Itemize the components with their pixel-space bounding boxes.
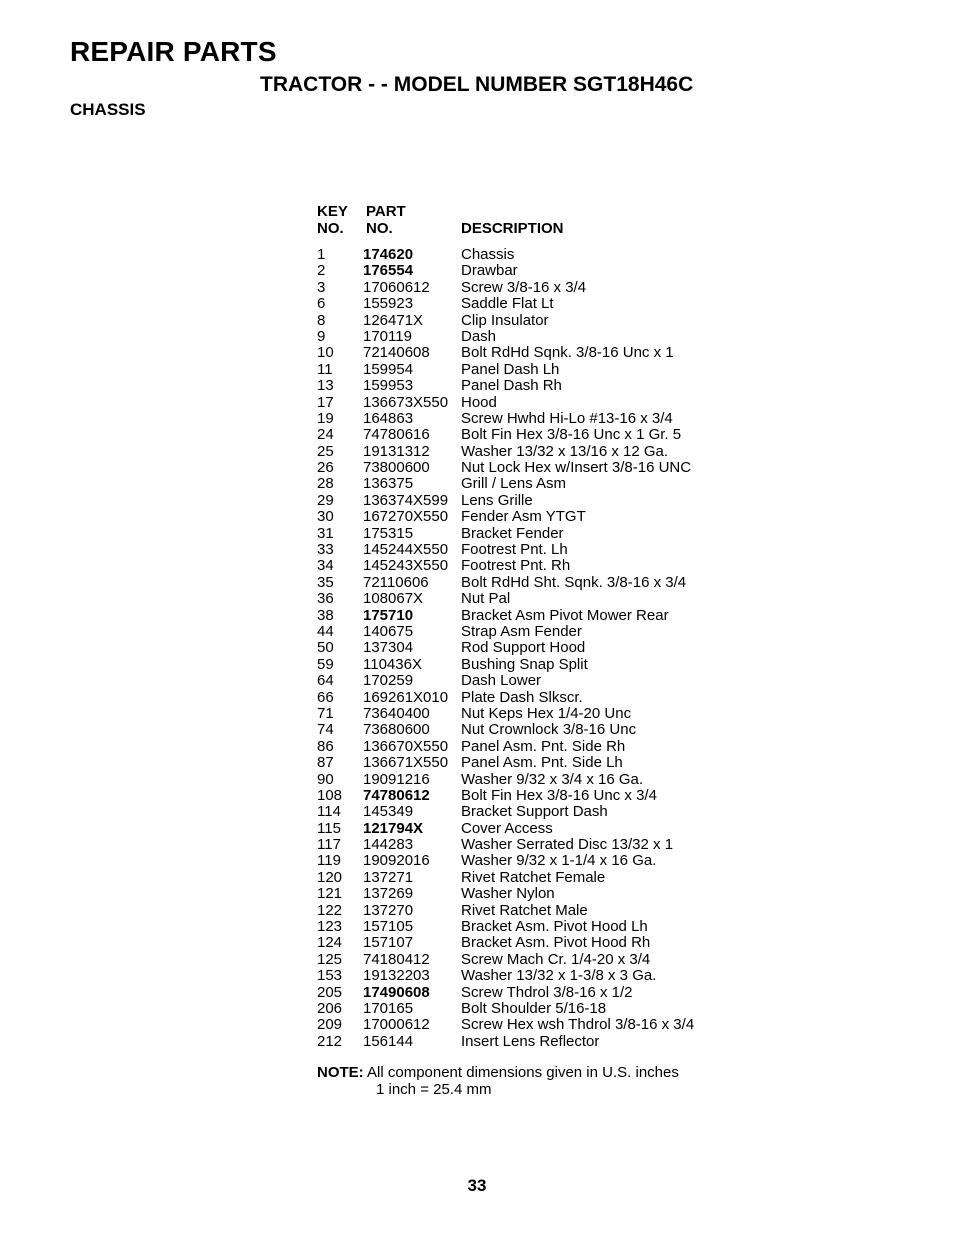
header-description: DESCRIPTION	[461, 220, 564, 237]
table-row	[317, 509, 737, 525]
table-row	[317, 591, 737, 607]
key-no-cell: 26	[317, 459, 334, 477]
table-row	[317, 378, 737, 394]
description-cell: Grill / Lens Asm	[461, 475, 567, 493]
description-cell: Washer 9/32 x 3/4 x 16 Ga.	[461, 770, 644, 788]
description-cell: Nut Keps Hex 1/4-20 Unc	[461, 704, 632, 722]
part-no-cell: 145244X550	[363, 541, 449, 559]
header-key-no	[317, 203, 348, 237]
description-cell: Panel Asm. Pnt. Side Lh	[461, 754, 623, 772]
table-row	[317, 263, 737, 279]
key-no-cell: 34	[317, 557, 334, 575]
key-no-cell: 153	[317, 967, 343, 985]
part-no-cell: 175315	[363, 524, 414, 542]
table-row	[317, 542, 737, 558]
part-no-cell: 72140608	[363, 344, 430, 362]
header-part-line1: PART	[366, 203, 406, 220]
part-no-cell: 74780616	[363, 426, 430, 444]
description-cell: Bushing Snap Split	[461, 655, 588, 673]
table-row	[317, 608, 737, 624]
table-row	[317, 427, 737, 443]
key-no-cell: 36	[317, 590, 334, 608]
description-cell: Bolt Shoulder 5/16-18	[461, 999, 607, 1017]
table-row	[317, 526, 737, 542]
key-no-cell: 25	[317, 442, 334, 460]
part-no-cell: 167270X550	[363, 508, 449, 526]
part-no-cell: 137304	[363, 639, 414, 657]
part-no-cell: 157107	[363, 934, 414, 952]
table-row	[317, 755, 737, 771]
part-no-cell: 19132203	[363, 967, 430, 985]
part-no-cell: 157105	[363, 918, 414, 936]
part-no-cell: 136671X550	[363, 754, 449, 772]
key-no-cell: 19	[317, 409, 334, 427]
key-no-cell: 209	[317, 1016, 343, 1034]
description-cell: Dash	[461, 327, 497, 345]
part-no-cell: 136375	[363, 475, 414, 493]
table-row	[317, 1034, 737, 1050]
description-cell: Strap Asm Fender	[461, 622, 582, 640]
description-cell: Panel Dash Lh	[461, 360, 560, 378]
key-no-cell: 108	[317, 786, 343, 804]
table-row	[317, 952, 737, 968]
model-subtitle: TRACTOR - - MODEL NUMBER SGT18H46C	[260, 73, 694, 96]
key-no-cell: 44	[317, 622, 334, 640]
description-cell: Footrest Pnt. Lh	[461, 541, 568, 559]
table-row	[317, 935, 737, 951]
description-cell: Rivet Ratchet Female	[461, 868, 606, 886]
table-row	[317, 903, 737, 919]
key-no-cell: 35	[317, 573, 334, 591]
part-no-cell: 137271	[363, 868, 414, 886]
header-part-line2: NO.	[366, 220, 393, 237]
key-no-cell: 212	[317, 1032, 343, 1050]
header-key-line2: NO.	[317, 220, 344, 237]
part-no-cell: 136374X599	[363, 491, 449, 509]
key-no-cell: 28	[317, 475, 334, 493]
dimension-note	[317, 1064, 679, 1098]
description-cell: Bracket Fender	[461, 524, 564, 542]
key-no-cell: 13	[317, 377, 334, 395]
description-cell: Screw Thdrol 3/8-16 x 1/2	[461, 983, 633, 1001]
table-row	[317, 280, 737, 296]
key-no-cell: 66	[317, 688, 334, 706]
part-no-cell: 169261X010	[363, 688, 449, 706]
key-no-cell: 11	[317, 360, 333, 378]
description-cell: Washer 13/32 x 1-3/8 x 3 Ga.	[461, 967, 657, 985]
section-heading: CHASSIS	[70, 100, 146, 119]
key-no-cell: 2	[317, 262, 326, 280]
key-no-cell: 50	[317, 639, 334, 657]
table-row	[317, 739, 737, 755]
note-line1: All component dimensions given in U.S. inches	[367, 1064, 679, 1081]
part-no-cell: 144283	[363, 836, 414, 854]
key-no-cell: 3	[317, 278, 326, 296]
description-cell: Dash Lower	[461, 672, 542, 690]
table-row	[317, 821, 737, 837]
part-no-cell: 110436X	[363, 655, 422, 673]
part-no-cell: 108067X	[363, 590, 424, 608]
table-row	[317, 722, 737, 738]
description-cell: Bolt RdHd Sht. Sqnk. 3/8-16 x 3/4	[461, 573, 687, 591]
key-no-cell: 124	[317, 934, 343, 952]
description-cell: Nut Lock Hex w/Insert 3/8-16 UNC	[461, 459, 692, 477]
key-no-cell: 64	[317, 672, 334, 690]
table-row	[317, 837, 737, 853]
table-row	[317, 919, 737, 935]
part-no-cell: 159954	[363, 360, 414, 378]
table-row	[317, 476, 737, 492]
key-no-cell: 17	[317, 393, 334, 411]
description-cell: Panel Dash Rh	[461, 377, 562, 395]
description-cell: Screw Hwhd Hi-Lo #13-16 x 3/4	[461, 409, 673, 427]
key-no-cell: 120	[317, 868, 343, 886]
description-cell: Plate Dash Slkscr.	[461, 688, 583, 706]
key-no-cell: 33	[317, 541, 334, 559]
table-row	[317, 395, 737, 411]
part-no-cell: 136673X550	[363, 393, 449, 411]
key-no-cell: 114	[317, 803, 341, 821]
table-row	[317, 575, 737, 591]
table-row	[317, 247, 737, 263]
description-cell: Bracket Support Dash	[461, 803, 608, 821]
part-no-cell: 155923	[363, 295, 414, 313]
table-row	[317, 870, 737, 886]
part-no-cell: 73640400	[363, 704, 430, 722]
part-no-cell: 74180412	[363, 950, 430, 968]
key-no-cell: 122	[317, 901, 343, 919]
key-no-cell: 117	[317, 836, 341, 854]
table-row	[317, 1001, 737, 1017]
key-no-cell: 205	[317, 983, 343, 1001]
key-no-cell: 125	[317, 950, 343, 968]
description-cell: Drawbar	[461, 262, 518, 280]
table-row	[317, 329, 737, 345]
key-no-cell: 74	[317, 721, 334, 739]
key-no-cell: 8	[317, 311, 326, 329]
note-label: NOTE:	[317, 1064, 364, 1081]
description-cell: Rivet Ratchet Male	[461, 901, 588, 919]
part-no-cell: 17000612	[363, 1016, 430, 1034]
description-cell: Lens Grille	[461, 491, 533, 509]
part-no-cell: 73680600	[363, 721, 430, 739]
part-no-cell: 137270	[363, 901, 414, 919]
key-no-cell: 119	[317, 852, 341, 870]
table-row	[317, 690, 737, 706]
part-no-cell: 170165	[363, 999, 414, 1017]
key-no-cell: 6	[317, 295, 326, 313]
key-no-cell: 90	[317, 770, 334, 788]
table-row	[317, 706, 737, 722]
part-no-cell: 164863	[363, 409, 414, 427]
description-cell: Bracket Asm Pivot Mower Rear	[461, 606, 669, 624]
description-cell: Bolt Fin Hex 3/8-16 Unc x 3/4	[461, 786, 657, 804]
description-cell: Screw Mach Cr. 1/4-20 x 3/4	[461, 950, 651, 968]
table-row	[317, 886, 737, 902]
description-cell: Rod Support Hood	[461, 639, 586, 657]
table-row	[317, 1017, 737, 1033]
part-no-cell: 174620	[363, 246, 414, 263]
description-cell: Bolt RdHd Sqnk. 3/8-16 Unc x 1	[461, 344, 674, 362]
part-no-cell: 175710	[363, 606, 414, 624]
description-cell: Screw 3/8-16 x 3/4	[461, 278, 587, 296]
part-no-cell: 19092016	[363, 852, 430, 870]
part-no-cell: 159953	[363, 377, 414, 395]
part-no-cell: 136670X550	[363, 737, 449, 755]
description-cell: Washer 9/32 x 1-1/4 x 16 Ga.	[461, 852, 657, 870]
part-no-cell: 140675	[363, 622, 414, 640]
part-no-cell: 17060612	[363, 278, 430, 296]
table-row	[317, 772, 737, 788]
header-part-no	[366, 203, 406, 237]
table-row	[317, 657, 737, 673]
table-row	[317, 804, 737, 820]
key-no-cell: 71	[317, 704, 334, 722]
key-no-cell: 29	[317, 491, 334, 509]
table-row	[317, 444, 737, 460]
table-row	[317, 362, 737, 378]
key-no-cell: 10	[317, 344, 334, 362]
key-no-cell: 121	[317, 885, 343, 903]
description-cell: Panel Asm. Pnt. Side Rh	[461, 737, 626, 755]
table-row	[317, 411, 737, 427]
page-title: REPAIR PARTS	[70, 36, 277, 67]
part-no-cell: 19131312	[363, 442, 430, 460]
table-row	[317, 968, 737, 984]
table-row	[317, 558, 737, 574]
key-no-cell: 87	[317, 754, 334, 772]
description-cell: Clip Insulator	[461, 311, 549, 329]
table-row	[317, 985, 737, 1001]
note-line2: 1 inch = 25.4 mm	[376, 1080, 492, 1098]
description-cell: Hood	[461, 393, 497, 411]
description-cell: Cover Access	[461, 819, 553, 837]
part-no-cell: 74780612	[363, 786, 430, 804]
part-no-cell: 72110606	[363, 573, 429, 591]
table-row	[317, 624, 737, 640]
description-cell: Nut Crownlock 3/8-16 Unc	[461, 721, 637, 739]
part-no-cell: 17490608	[363, 983, 430, 1001]
page-number: 33	[467, 1176, 487, 1195]
key-no-cell: 1	[317, 246, 326, 263]
key-no-cell: 9	[317, 327, 326, 345]
key-no-cell: 59	[317, 655, 334, 673]
description-cell: Fender Asm YTGT	[461, 508, 586, 526]
part-no-cell: 19091216	[363, 770, 430, 788]
description-cell: Insert Lens Reflector	[461, 1032, 600, 1050]
description-cell: Washer Serrated Disc 13/32 x 1	[461, 836, 674, 854]
description-cell: Bracket Asm. Pivot Hood Lh	[461, 918, 648, 936]
description-cell: Saddle Flat Lt	[461, 295, 554, 313]
parts-list	[317, 247, 737, 1050]
description-cell: Nut Pal	[461, 590, 511, 608]
description-cell: Washer Nylon	[461, 885, 555, 903]
key-no-cell: 123	[317, 918, 343, 936]
key-no-cell: 206	[317, 999, 343, 1017]
part-no-cell: 137269	[363, 885, 414, 903]
part-no-cell: 145349	[363, 803, 414, 821]
table-row	[317, 640, 737, 656]
part-no-cell: 170119	[363, 327, 412, 345]
part-no-cell: 170259	[363, 672, 414, 690]
key-no-cell: 24	[317, 426, 334, 444]
table-row	[317, 673, 737, 689]
key-no-cell: 86	[317, 737, 334, 755]
table-row	[317, 493, 737, 509]
description-cell: Footrest Pnt. Rh	[461, 557, 571, 575]
part-no-cell: 73800600	[363, 459, 430, 477]
key-no-cell: 30	[317, 508, 334, 526]
description-cell: Bolt Fin Hex 3/8-16 Unc x 1 Gr. 5	[461, 426, 682, 444]
description-cell: Washer 13/32 x 13/16 x 12 Ga.	[461, 442, 669, 460]
part-no-cell: 176554	[363, 262, 414, 280]
part-no-cell: 126471X	[363, 311, 424, 329]
part-no-cell: 145243X550	[363, 557, 449, 575]
key-no-cell: 115	[317, 819, 341, 837]
header-key-line1: KEY	[317, 203, 348, 220]
table-row	[317, 296, 737, 312]
key-no-cell: 31	[317, 524, 334, 542]
key-no-cell: 38	[317, 606, 334, 624]
part-no-cell: 156144	[363, 1032, 414, 1050]
table-row	[317, 788, 737, 804]
description-cell: Screw Hex wsh Thdrol 3/8-16 x 3/4	[461, 1016, 695, 1034]
table-row	[317, 853, 737, 869]
table-row	[317, 460, 737, 476]
description-cell: Bracket Asm. Pivot Hood Rh	[461, 934, 651, 952]
table-row	[317, 313, 737, 329]
table-row	[317, 345, 737, 361]
description-cell: Chassis	[461, 246, 515, 263]
part-no-cell: 121794X	[363, 819, 424, 837]
